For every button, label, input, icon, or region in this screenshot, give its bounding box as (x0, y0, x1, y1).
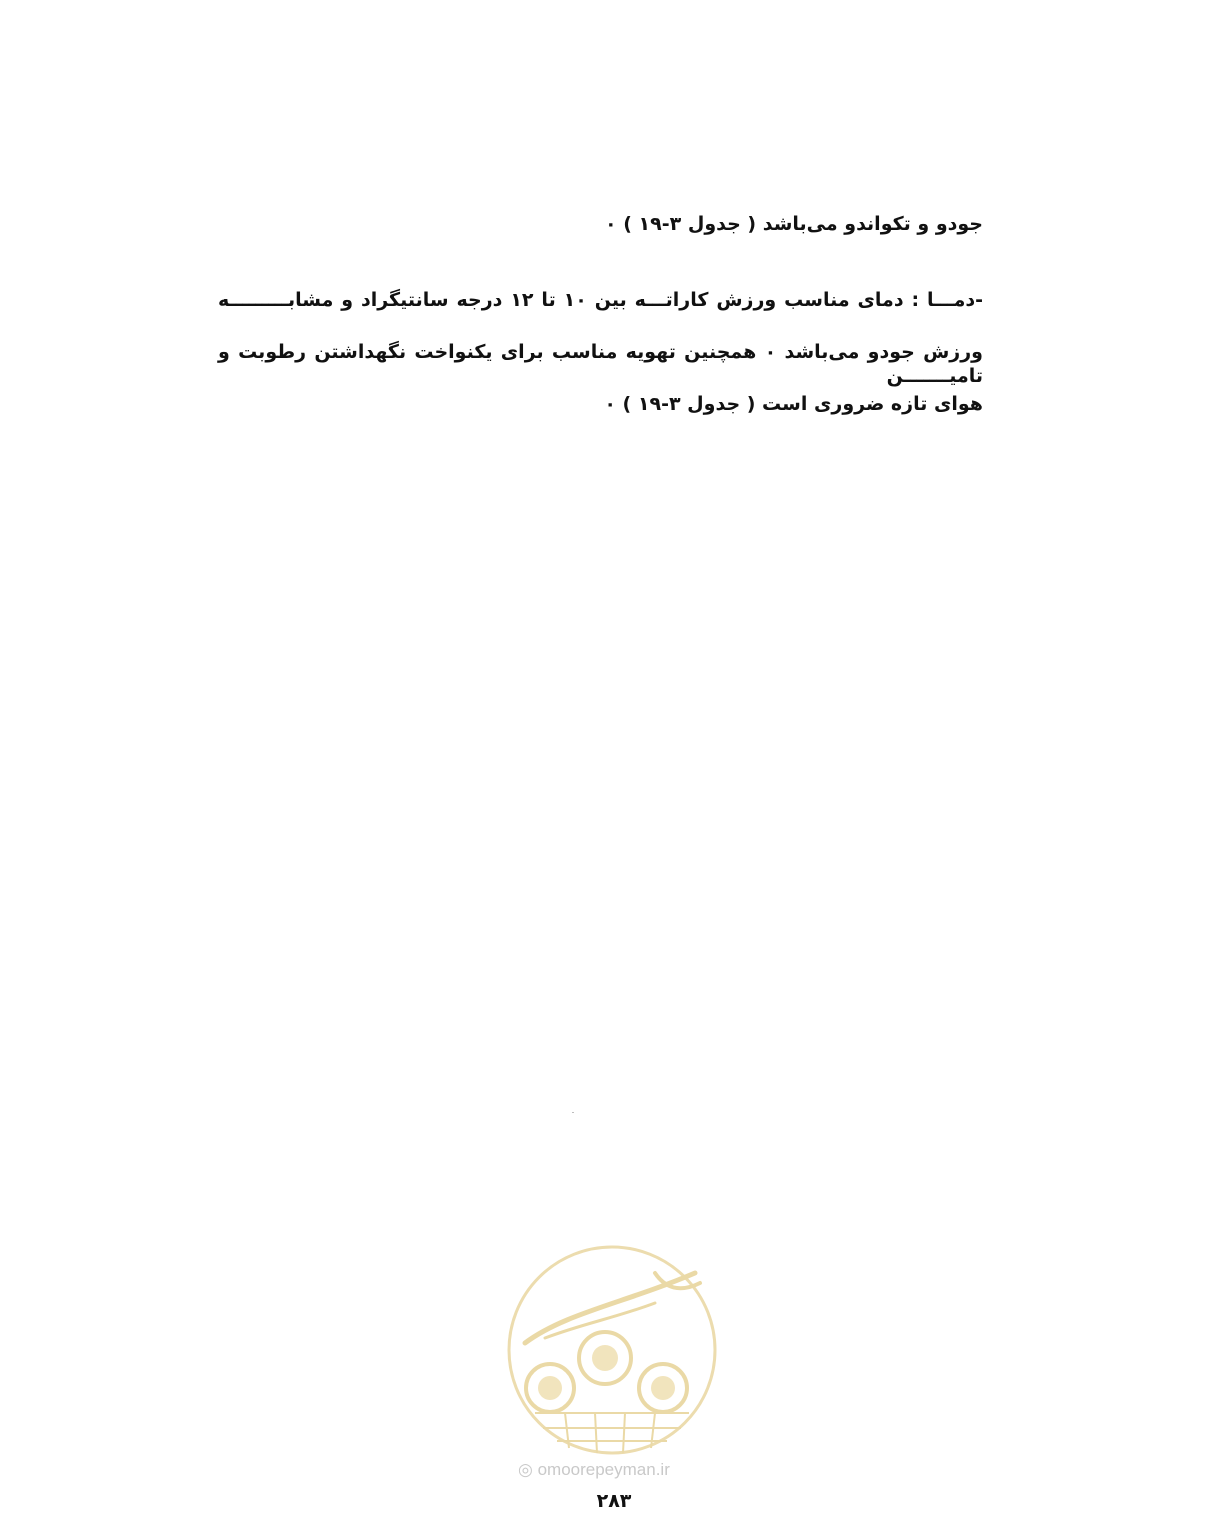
page-number: ۲۸۳ (596, 1490, 632, 1512)
globe-icon: ◎ (518, 1460, 533, 1479)
speck (572, 1112, 574, 1113)
paragraph-line: جودو و تکواندو می‌باشد ( جدول ۳-۱۹ ) ۰ (605, 213, 983, 235)
watermark-url (518, 1460, 718, 1480)
temperature-paragraph (218, 288, 983, 444)
watermark-logo (505, 1243, 719, 1457)
paragraph-line: -دمـــا : دمای مناسب ورزش کاراتـــه بین ۱۰ تا ۱۲ درجه سانتیگراد و مشابـــــــــه (218, 289, 984, 311)
paragraph-line: هوای تازه ضروری است ( جدول ۳-۱۹ ) ۰ (604, 393, 983, 415)
paragraph-line: ورزش جودو می‌باشد ۰ همچنین تهویه مناسب برای یکنواخت نگهداشتن رطوبت و تامیـــــــن (218, 341, 983, 387)
watermark-logo-icon (505, 1243, 719, 1457)
watermark-url-text: omoorepeyman.ir (537, 1460, 670, 1479)
